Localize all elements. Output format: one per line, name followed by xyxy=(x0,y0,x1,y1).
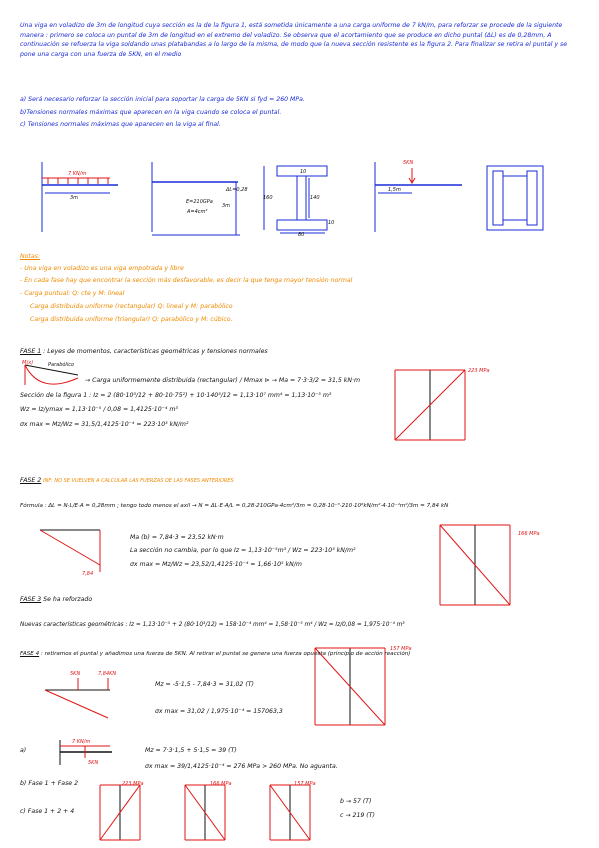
answer-b-text: Fase 1 + Fase 2 xyxy=(28,780,78,787)
question-a: a) Será necesario reforzar la sección inicial para soportar la carga de 5KN si fyd = 260 MPa. xyxy=(20,96,305,103)
answer-a-mz: Mz = 7·3·1,5 + 5·1,5 = 39 (T) xyxy=(145,747,237,754)
answer-c-label: c) xyxy=(20,808,26,815)
fase2-stress-label: 166 MPa xyxy=(518,531,540,537)
answer-result-c: c → 219 (T) xyxy=(340,812,375,819)
answer-c-heading xyxy=(20,807,74,816)
fig-point-load: 5KN xyxy=(403,160,414,166)
fase2-formula-line: Fórmula : ΔL = N·L/E·A = 0,28mm ; tengo todo menos el axil → N = ΔL·E·A/L = 0,28·210GPa·4cm²/3m = 0,28·10⁻³·210·10⁶kN/m²·4·10⁻⁴m²/3m = 7,84 kN xyxy=(20,503,449,509)
fig-ibeam-w: 140 xyxy=(310,195,320,201)
fase1-diagram-label: Parabólico xyxy=(48,362,75,368)
fase3-title-rest: Se ha reforzado xyxy=(43,596,93,603)
fase2-note: INF: NO SE VUELVEN A CALCULAR LAS FUERZAS DE LAS FASES ANTERIORES xyxy=(43,478,234,484)
fase2-force-label: 7,84 xyxy=(82,571,94,577)
fase2-section-same: La sección no cambia, por lo que Iz = 1,13·10⁻⁵m³ / Wz = 223·10³ kN/m² xyxy=(130,547,356,554)
fase1-heading xyxy=(20,347,268,356)
fase4-stress-diagram xyxy=(315,648,385,725)
note-4: Carga distribuida uniforme (rectangular) Q: lineal y M: parabólico xyxy=(30,303,233,310)
note-1: - Una viga en voladizo es una viga empotrada y libre xyxy=(20,265,184,272)
fase4-title-rest: : retiramos el puntal y añadimos una fuerza de 5KN. Al retirar el puntal se genera una fuerza opuesta (principio de acción reacción) xyxy=(40,651,411,657)
fase1-section-line: Sección de la figura 1 : Iz = 2 (80·10³/12 + 80·10·75²) + 10·140³/12 = 1,13·10⁷ mm⁴ = 1,13·10⁻⁵ m³ xyxy=(20,392,332,399)
fase1-load-text: → Carga uniformemente distribuida (rectangular) / Mmax ⊳ → Ma = 7·3·3/2 = 31,5 kN·m xyxy=(85,377,360,384)
fase4-heading xyxy=(20,650,410,659)
answer-a-load: 7 KN/m xyxy=(72,739,91,745)
fase4-stress-label: 157 MPa xyxy=(390,646,412,652)
fig-point-span: 1,5m xyxy=(388,187,401,193)
fig-ibeam-base: 80 xyxy=(298,232,305,238)
fig-strut-delta: ΔL=0,28 xyxy=(226,187,248,193)
fase1-title-rest: : Leyes de momentos, características geométricas y tensiones normales xyxy=(43,348,268,355)
fase3-heading xyxy=(20,595,92,604)
question-c: c) Tensiones normales máximas que aparecen en la viga al final. xyxy=(20,121,221,128)
fase2-ma-line: Ma (b) = 7,84·3 = 23,52 kN·m xyxy=(130,534,224,541)
problem-statement: Una viga en voladizo de 3m de longitud cuya sección es la de la figura 1, está sometida únicamente a una carga uniforme de 7 kN/m, para reforzar se procede de la siguiente manera : primero se coloca un puntal de 3m de longitud en el extremo del voladizo. Se observa que el acortamiento que se produce en dicho puntal (ΔL) es de 0,28mm, A continuación se refuerza la viga soldando unas platabandas a lo largo de la misma, de modo que la nueva sección resistente es la figura 2. Para finalizar se retira el puntal y se pone una carga con una fuerza de 5KN, en el medio xyxy=(20,22,568,58)
fig-ibeam-flange: 10 xyxy=(328,220,335,226)
note-2: - En cada fase hay que encontrar la sección más desfavorable, es decir la que tenga mayor tensión normal xyxy=(20,277,353,284)
fase1-stress-diagram xyxy=(395,370,465,440)
fig-ibeam-h: 160 xyxy=(263,195,273,201)
notes-title: Notas: xyxy=(20,253,40,260)
note-3: - Carga puntual: Q: cte y M: lineal xyxy=(20,290,125,297)
fase1-sigma-line: σx max = Mz/Wz = 31,5/1,4125·10⁻⁴ = 223·10³ kN/m² xyxy=(20,421,189,428)
fig-load-label: 7 KN/m xyxy=(68,171,87,177)
fase2-heading xyxy=(20,476,234,486)
answer-stress-223: 223 MPa xyxy=(122,781,144,787)
fase4-load-784: 7,84KN xyxy=(98,671,117,677)
fase4-load-diagram xyxy=(45,678,110,718)
answer-b-heading xyxy=(20,779,78,788)
fase4-sigma-line: σx max = 31,02 / 1,975·10⁻⁴ = 157063,3 xyxy=(155,708,283,715)
cantilever-point-figure xyxy=(375,162,462,232)
fase4-mz-line: Mz = -5·1,5 - 7,84·3 = 31,02 (T) xyxy=(155,681,254,688)
reinforced-section-figure xyxy=(487,166,543,230)
fase2-moment-diagram xyxy=(40,530,100,572)
note-5: Carga distribuida uniforme (triangular) Q: parabólico y M: cúbico. xyxy=(30,316,233,323)
answer-c-text: Fase 1 + 2 + 4 xyxy=(27,808,75,815)
answer-a-sigma: σx max = 39/1,4125·10⁻⁴ = 276 MPa > 260 MPa. No aguanta. xyxy=(145,763,338,770)
fase1-title: FASE 1 xyxy=(20,348,42,355)
fase1-wz-line: Wz = Iz/ymax = 1,13·10⁻⁵ / 0,08 = 1,4125·10⁻⁴ m³ xyxy=(20,406,178,413)
fig-span-label: 3m xyxy=(70,195,79,201)
fase4-load-5kn: 5KN xyxy=(70,671,81,677)
answer-b-label: b) xyxy=(20,780,27,787)
fig-strut-length: 3m xyxy=(222,203,231,209)
fase1-diagram-tag: M(x) xyxy=(22,360,34,366)
answer-a-label: a) xyxy=(20,747,27,754)
answer-a-point: 5KN xyxy=(88,760,99,766)
fase3-title: FASE 3 xyxy=(20,596,42,603)
fig-strut-E: E=210GPa xyxy=(186,199,213,205)
question-b: b)Tensiones normales máximas que aparecen en la viga cuando se coloca el puntal. xyxy=(20,109,282,116)
fase2-stress-diagram xyxy=(440,525,510,605)
answer-result-b: b → 57 (T) xyxy=(340,798,372,805)
answer-stress-diagrams xyxy=(100,785,310,840)
fase3-line: Nuevas características geométricas : Iz = 1,13·10⁻⁵ + 2 (80·10³/12) = 158·10⁻⁴ mm⁴ = 1,58·10⁻⁵ m⁴ / Wz = Iz/0,08 = 1,975·10⁻⁴ m³ xyxy=(20,622,405,628)
fase2-sigma-line: σx max = Mz/Wz = 23,52/1,4125·10⁻⁴ = 1,66·10⁵ kN/m xyxy=(130,561,302,568)
fig-strut-A: A=4cm² xyxy=(187,209,208,215)
fase2-title: FASE 2 xyxy=(20,477,42,484)
fase4-title: FASE 4 xyxy=(20,651,40,657)
fase1-stress-label: 223 MPa xyxy=(468,368,490,374)
fig-ibeam-small: 10 xyxy=(300,169,307,175)
answer-stress-166: 166 MPa xyxy=(210,781,232,787)
answer-stress-157: 157 MPa xyxy=(294,781,316,787)
